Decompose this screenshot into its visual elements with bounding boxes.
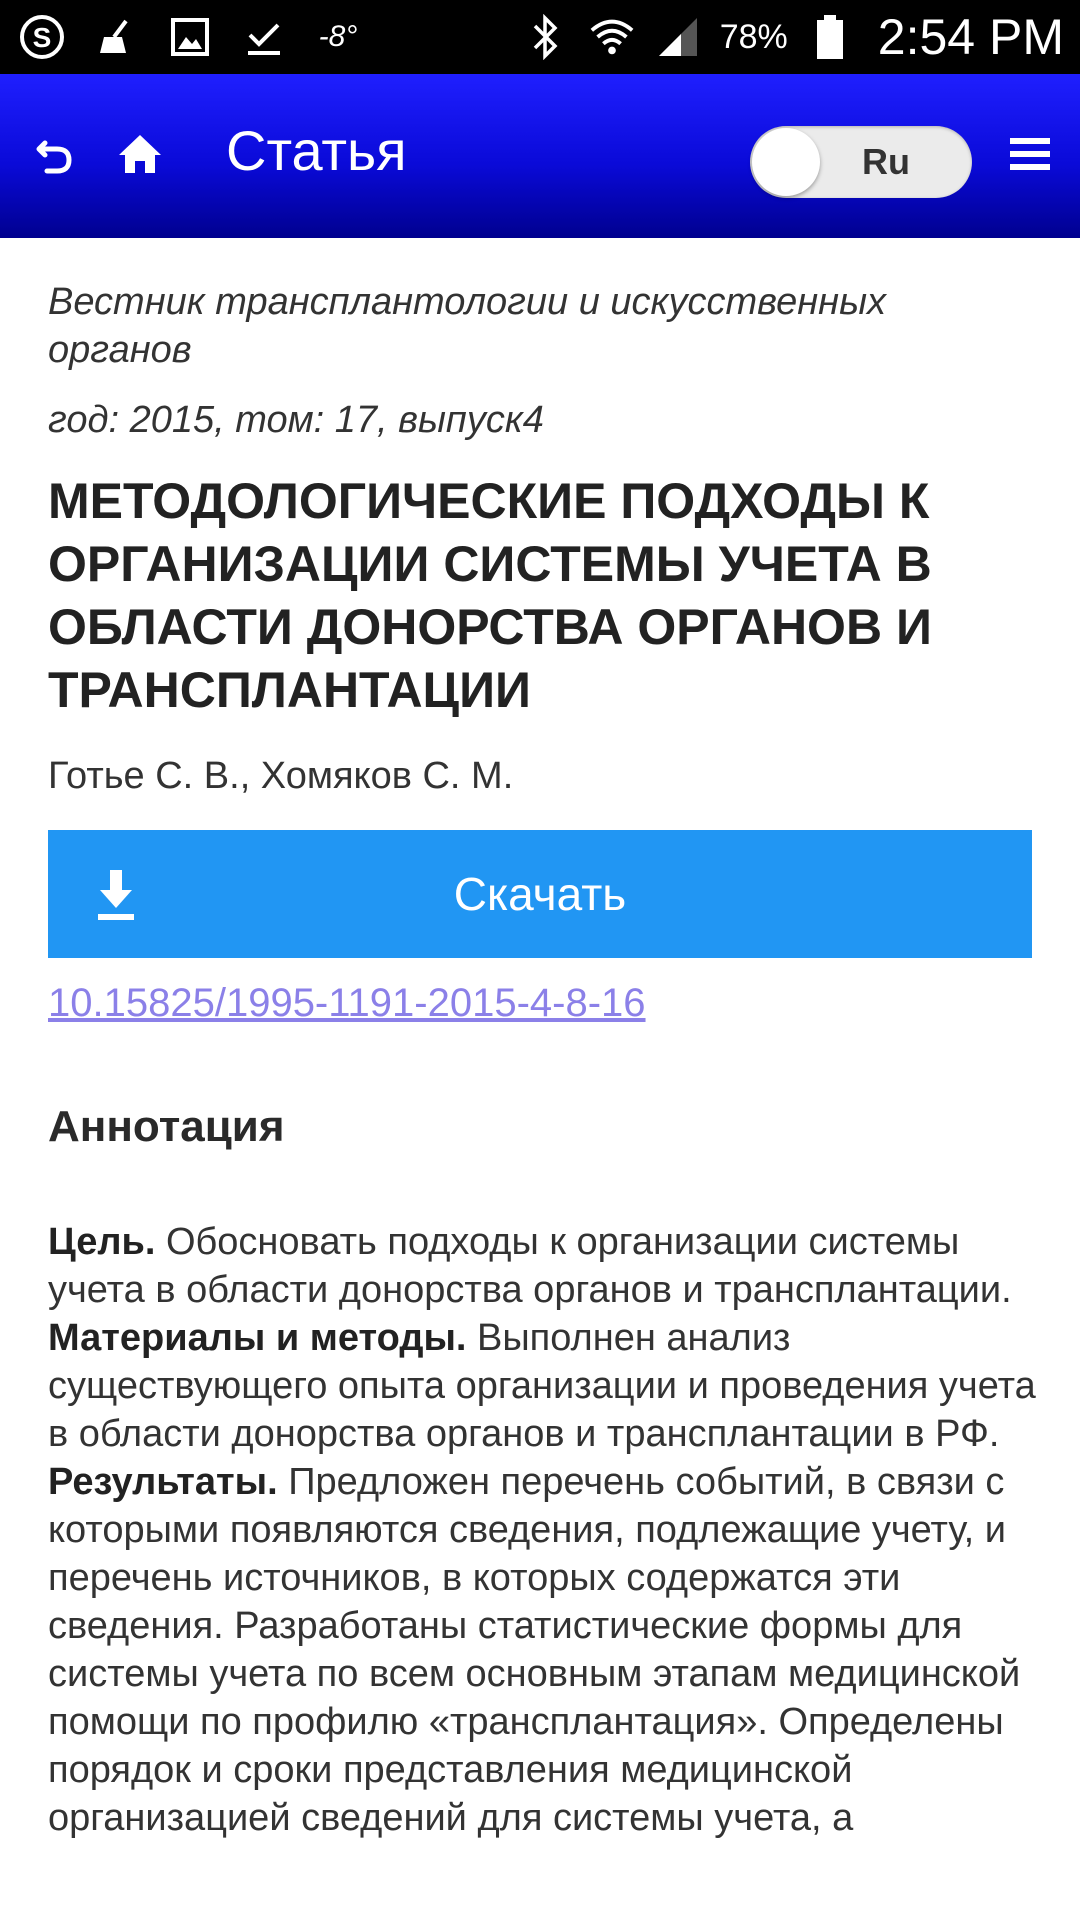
language-label: Ru xyxy=(862,141,910,182)
system-icons xyxy=(522,0,1064,74)
download-icon xyxy=(92,868,142,924)
methods-text: Выполнен анализ существующего опыта организации и проведения учета в области донорства органов и трансплантации в РФ. xyxy=(48,1317,1036,1455)
annotation-heading: Аннотация xyxy=(48,1102,285,1151)
methods-label: Материалы и методы. xyxy=(48,1317,467,1359)
clock: 2:54 PM xyxy=(877,9,1064,65)
abstract-text xyxy=(48,1218,1038,1842)
menu-button[interactable] xyxy=(1000,124,1060,188)
goal-text: Обосновать подходы к организации системы учета в области донорства органов и трансплантации. xyxy=(48,1221,1012,1311)
journal-name: Вестник трансплантологии и искусственных органов xyxy=(48,281,887,371)
issue-info: год: 2015, том: 17, выпуск4 xyxy=(48,399,544,441)
signal-icon xyxy=(654,13,702,61)
image-icon xyxy=(166,13,214,61)
home-icon xyxy=(117,131,163,182)
bluetooth-icon xyxy=(522,13,570,61)
results-text: Предложен перечень событий, в связи с которыми появляются сведения, подлежащие учету, и перечень источников, в которых содержатся эти сведения. Разработаны статистические формы для системы учета по всем основным этапам медицинской помощи по профилю «трансплантация». Определены порядок и сроки представления медицинской организацией сведений для системы учета, а xyxy=(48,1461,1021,1839)
notification-icons xyxy=(0,13,362,61)
authors: Готье С. В., Хомяков С. М. xyxy=(48,755,514,797)
page-title: Статья xyxy=(226,119,407,182)
article-content xyxy=(48,238,1036,1842)
back-button[interactable] xyxy=(16,118,92,194)
svg-text:S: S xyxy=(32,22,52,53)
wifi-icon xyxy=(588,13,636,61)
goal-label: Цель. xyxy=(48,1221,156,1263)
results-label: Результаты. xyxy=(48,1461,278,1503)
temperature-text: -8° xyxy=(318,20,358,53)
download-label: Скачать xyxy=(453,868,627,920)
back-arrow-icon xyxy=(31,131,77,182)
check-icon xyxy=(240,13,288,61)
toggle-knob xyxy=(752,128,820,196)
home-button[interactable] xyxy=(102,118,178,194)
app-bar xyxy=(0,74,1080,238)
article-title: МЕТОДОЛОГИЧЕСКИЕ ПОДХОДЫ К ОРГАНИЗАЦИИ СИСТЕМЫ УЧЕТА В ОБЛАСТИ ДОНОРСТВА ОРГАНОВ И ТРАНСПЛАНТАЦИИ xyxy=(48,473,932,718)
hamburger-menu-icon xyxy=(1008,134,1052,179)
broom-icon xyxy=(92,13,140,61)
battery-icon xyxy=(806,13,854,61)
download-button[interactable] xyxy=(48,830,1032,958)
battery-percent: 78% xyxy=(719,17,788,56)
language-toggle[interactable] xyxy=(750,126,972,198)
temperature-icon xyxy=(314,13,362,61)
doi-link[interactable]: 10.15825/1995-1191-2015-4-8-16 xyxy=(48,981,646,1025)
status-bar xyxy=(0,0,1080,74)
skype-icon xyxy=(18,13,66,61)
